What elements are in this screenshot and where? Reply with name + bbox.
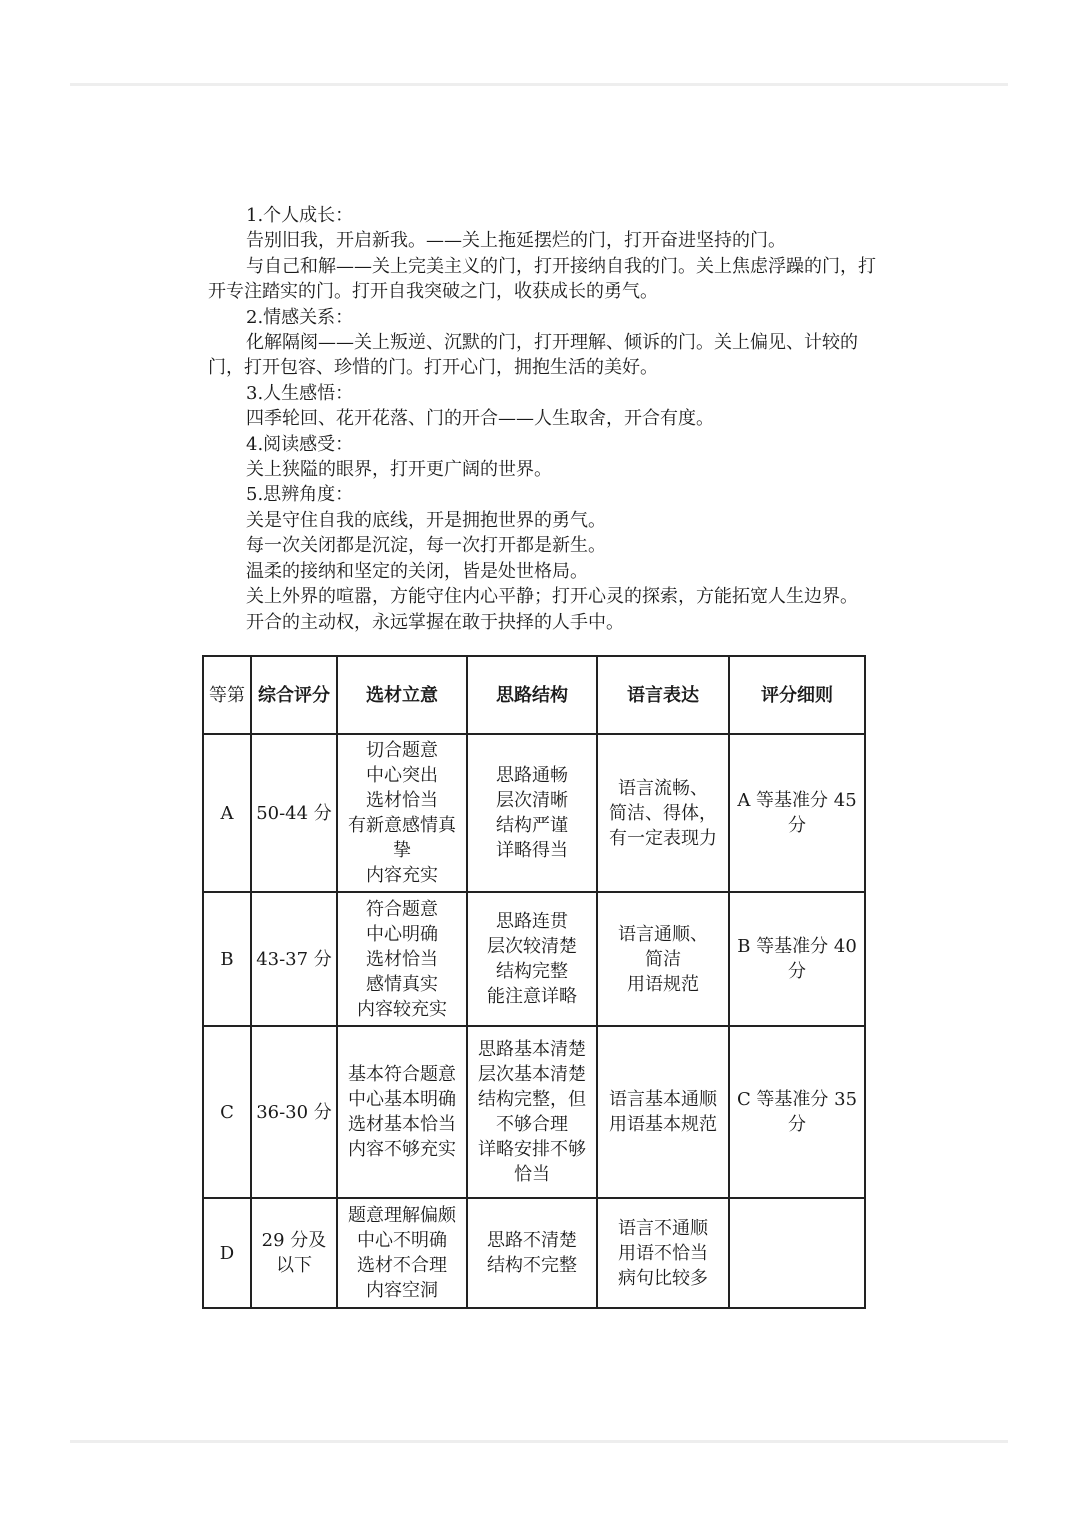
paragraph: 关上外界的喧嚣，方能守住内心平静；打开心灵的探索，方能拓宽人生边界。 [246, 586, 858, 608]
cell-text-line: 恰当 [514, 1164, 550, 1185]
cell-text-line: C 等基准分 35 [736, 1089, 858, 1110]
cell-text-line: 结构严谨 [496, 815, 568, 836]
cell-text: B [220, 948, 234, 970]
header-language: 语言表达 [597, 656, 729, 734]
header-structure: 思路结构 [467, 656, 597, 734]
structure-cell [467, 1026, 597, 1198]
top-divider [70, 83, 1008, 86]
table-row [203, 1198, 865, 1308]
score-cell [251, 892, 337, 1026]
cell-text-line: 选材不合理 [357, 1255, 447, 1276]
cell-text-line: 层次清晰 [496, 790, 568, 811]
material-theme-cell [337, 734, 467, 892]
paragraph: 开合的主动权，永远掌握在敢于抉择的人手中。 [246, 611, 624, 633]
cell-text-line: 中心不明确 [357, 1230, 447, 1251]
cell-text: D [219, 1242, 235, 1264]
bottom-divider [70, 1440, 1008, 1443]
cell-text-line: 能注意详略 [487, 986, 577, 1007]
cell-text-line: 选材恰当 [366, 948, 438, 970]
cell-text-line: 50-44 分 [256, 802, 332, 824]
structure-cell [467, 1198, 597, 1308]
paragraph: 化解隔阂——关上叛逆、沉默的门，打开理解、倾诉的门。关上偏见、计较的门，打开包容、珍惜的门。打开心门，拥抱生活的美好。 [208, 332, 858, 379]
cell-text-line: 内容不够充实 [348, 1139, 456, 1160]
cell-text-line: 用语不恰当 [618, 1242, 708, 1264]
cell-text-line: 内容较充实 [357, 998, 447, 1020]
table-row [203, 1026, 865, 1198]
cell-text-line: 中心明确 [366, 923, 438, 945]
cell-text-line: 选材基本恰当 [348, 1114, 456, 1135]
scoring-detail-cell [729, 734, 865, 892]
cell-text-line: 简洁、得体， [609, 802, 717, 824]
material-theme-cell [337, 1198, 467, 1308]
grade-cell [203, 892, 251, 1026]
cell-text-line: 切合题意 [366, 740, 438, 761]
cell-text-line: 语言不通顺 [618, 1217, 708, 1239]
cell-text-line: 以下 [276, 1255, 312, 1276]
cell-text-line: 基本符合题意 [348, 1064, 456, 1085]
cell-text-line: A 等基准分 45 [737, 790, 857, 811]
cell-text-line: 思路通畅 [496, 765, 568, 786]
cell-text-line: 选材恰当 [366, 790, 438, 811]
heading-life-insight: 3.人生感悟： [246, 382, 354, 404]
grade-cell [203, 1198, 251, 1308]
heading-emotional-relations: 2.情感关系： [246, 306, 354, 328]
score-cell [251, 1198, 337, 1308]
heading-personal-growth: 1.个人成长： [246, 205, 354, 226]
cell-text: C [220, 1101, 234, 1123]
essay-guidance-text [208, 203, 888, 635]
cell-text-line: 36-30 分 [256, 1101, 332, 1123]
heading-reading-feeling: 4.阅读感受： [246, 433, 354, 455]
grade-cell [203, 1026, 251, 1198]
header-grade: 等第 [203, 656, 251, 734]
table-header-row [203, 656, 865, 734]
language-cell [597, 1026, 729, 1198]
cell-text-line: 内容空洞 [366, 1280, 438, 1301]
paragraph: 四季轮回、花开花落、门的开合——人生取舍，开合有度。 [246, 408, 714, 430]
cell-text-line: 思路基本清楚 [478, 1039, 586, 1060]
cell-text-line: 结构完整，但 [478, 1089, 586, 1110]
paragraph: 告别旧我，开启新我。——关上拖延摆烂的门，打开奋进坚持的门。 [246, 230, 786, 252]
cell-text-line: 分 [788, 815, 806, 836]
cell-text-line: 分 [788, 1114, 806, 1135]
material-theme-cell [337, 892, 467, 1026]
cell-text-line: 层次基本清楚 [478, 1064, 586, 1085]
cell-text-line: 结构完整 [496, 961, 568, 982]
grading-table [202, 655, 866, 1309]
cell-text-line: 符合题意 [366, 898, 438, 920]
cell-text-line: 题意理解偏颇 [348, 1205, 456, 1226]
paragraph: 关上狭隘的眼界，打开更广阔的世界。 [246, 459, 552, 481]
cell-text-line: 中心基本明确 [348, 1089, 456, 1110]
language-cell [597, 1198, 729, 1308]
cell-text-line: 思路不清楚 [487, 1230, 577, 1251]
paragraph: 关是守住自我的底线，开是拥抱世界的勇气。 [246, 509, 606, 531]
header-overall-score: 综合评分 [251, 656, 337, 734]
cell-text-line: 29 分及 [261, 1230, 327, 1251]
structure-cell [467, 892, 597, 1026]
cell-text-line: B 等基准分 40 [737, 936, 857, 957]
cell-text-line: 43-37 分 [256, 948, 332, 970]
cell-text-line: 中心突出 [366, 765, 438, 786]
cell-text-line: 详略得当 [496, 840, 568, 861]
cell-text-line: 语言基本通顺 [609, 1089, 717, 1110]
scoring-detail-cell [729, 1198, 865, 1308]
cell-text-line: 病句比较多 [618, 1267, 708, 1289]
cell-text-line: 结构不完整 [487, 1255, 577, 1276]
header-material-theme: 选材立意 [337, 656, 467, 734]
paragraph: 与自己和解——关上完美主义的门，打开接纳自我的门。关上焦虑浮躁的门，打开专注踏实的门。打开自我突破之门，收获成长的勇气。 [208, 255, 876, 303]
cell-text-line: 有一定表现力 [609, 827, 717, 849]
paragraph: 温柔的接纳和坚定的关闭，皆是处世格局。 [246, 560, 588, 582]
score-cell [251, 1026, 337, 1198]
language-cell [597, 892, 729, 1026]
language-cell [597, 734, 729, 892]
cell-text-line: 层次较清楚 [487, 936, 577, 957]
scoring-detail-cell [729, 1026, 865, 1198]
structure-cell [467, 734, 597, 892]
cell-text-line: 不够合理 [496, 1114, 568, 1135]
cell-text-line: 用语规范 [627, 973, 699, 995]
header-scoring-detail: 评分细则 [729, 656, 865, 734]
material-theme-cell [337, 1026, 467, 1198]
score-cell [251, 734, 337, 892]
scoring-detail-cell [729, 892, 865, 1026]
cell-text-line: 分 [788, 961, 806, 982]
heading-dialectical-angle: 5.思辨角度： [246, 484, 354, 506]
table-row [203, 734, 865, 892]
cell-text-line: 有新意感情真挚 [348, 815, 456, 861]
cell-text-line: 语言流畅、 [618, 777, 708, 799]
cell-text-line: 简洁 [645, 948, 681, 970]
cell-text-line: 语言通顺、 [618, 923, 708, 945]
cell-text-line: 内容充实 [366, 865, 438, 886]
paragraph: 每一次关闭都是沉淀，每一次打开都是新生。 [246, 535, 606, 557]
cell-text-line: 思路连贯 [496, 911, 568, 932]
cell-text-line: 详略安排不够 [478, 1139, 586, 1160]
grade-cell [203, 734, 251, 892]
cell-text-line: 用语基本规范 [609, 1114, 717, 1135]
cell-text: A [220, 802, 234, 824]
cell-text-line: 感情真实 [366, 973, 438, 995]
table-row [203, 892, 865, 1026]
